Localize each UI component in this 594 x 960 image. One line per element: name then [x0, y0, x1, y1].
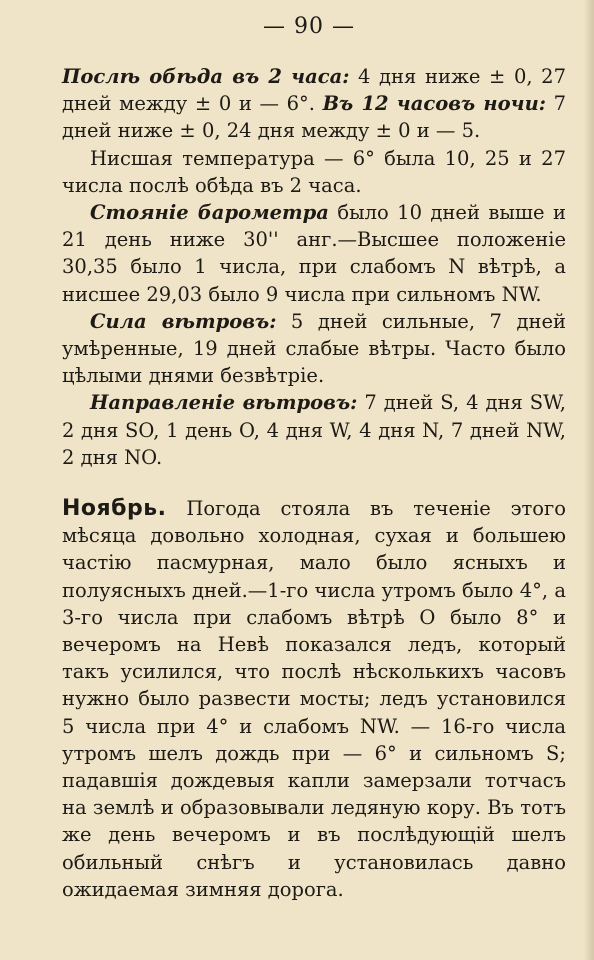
text-november: Погода стояла въ теченiе этого мѣсяца довольно холодная, сухая и большею частiю пасмурная, мало было ясныхъ и полуясныхъ дней.—1-го числа утромъ было 4°, а 3-го числа при слабомъ вѣтрѣ О было 8° и вечеромъ на Невѣ показался ледъ, который такъ усилился, что послѣ нѣсколькихъ часовъ нужно было развести мосты; ледъ установился 5 числа при 4° и слабомъ NW. — 16-го числа утромъ шелъ дождь при — 6° и сильномъ S; падавшiя дождевыя капли замерзали тотчасъ на землѣ и образовывали ледяную кору. Въ тотъ же день вечеромъ и въ послѣдующiй шелъ обильный снѣгъ и установилась давно ожидаемая зимняя дорога.: [62, 497, 566, 901]
heading-november: Ноябрь.: [62, 496, 167, 522]
section-gap: [62, 471, 566, 495]
text-barometer: было 10 дней выше и 21 день ниже 30'' анг.—Высшее положенiе 30,35 было 1 числа, при слабомъ N вѣтрѣ, а нисшее 29,03 было 9 числа при сильномъ NW.: [62, 201, 566, 306]
lead-barometer: Стоянiе барометра: [90, 201, 329, 225]
paragraph-november: [62, 495, 566, 903]
text-midnight: 7 дней ниже ± 0, 24 дня между ± 0 и — 5.: [62, 92, 566, 143]
lead-wind-direction: Направленiе вѣтровъ:: [90, 391, 358, 415]
paragraph-afternoon-temps: [62, 63, 566, 145]
lead-after-dinner: Послѣ обѣда въ 2 часа:: [62, 65, 350, 88]
page-fold-shadow: [584, 0, 594, 960]
text-wind-direction: 7 дней S, 4 дня SW, 2 дня SO, 1 день O, 4 дня W, 4 дня N, 7 дней NW, 2 дня NO.: [62, 391, 567, 469]
page-number: — 90 —: [263, 14, 355, 39]
paragraph-lowest-temp: Нисшая температура — 6° была 10, 25 и 27 числа послѣ обѣда въ 2 часа.: [62, 146, 566, 197]
lead-midnight: Въ 12 часовъ ночи:: [322, 92, 546, 116]
paragraph-wind-strength: [62, 308, 566, 390]
lead-wind-strength: Сила вѣтровъ:: [90, 309, 277, 333]
text-after-dinner: 4 дня ниже ± 0, 27 дней между ± 0 и — 6°.: [62, 65, 566, 116]
paragraph-wind-direction: [62, 389, 566, 471]
text-wind-strength: 5 дней сильные, 7 дней умѣренные, 19 дней слабые вѣтры. Часто было цѣлыми днями безвѣтрiе.: [62, 309, 566, 388]
paragraph-barometer: [62, 199, 566, 308]
